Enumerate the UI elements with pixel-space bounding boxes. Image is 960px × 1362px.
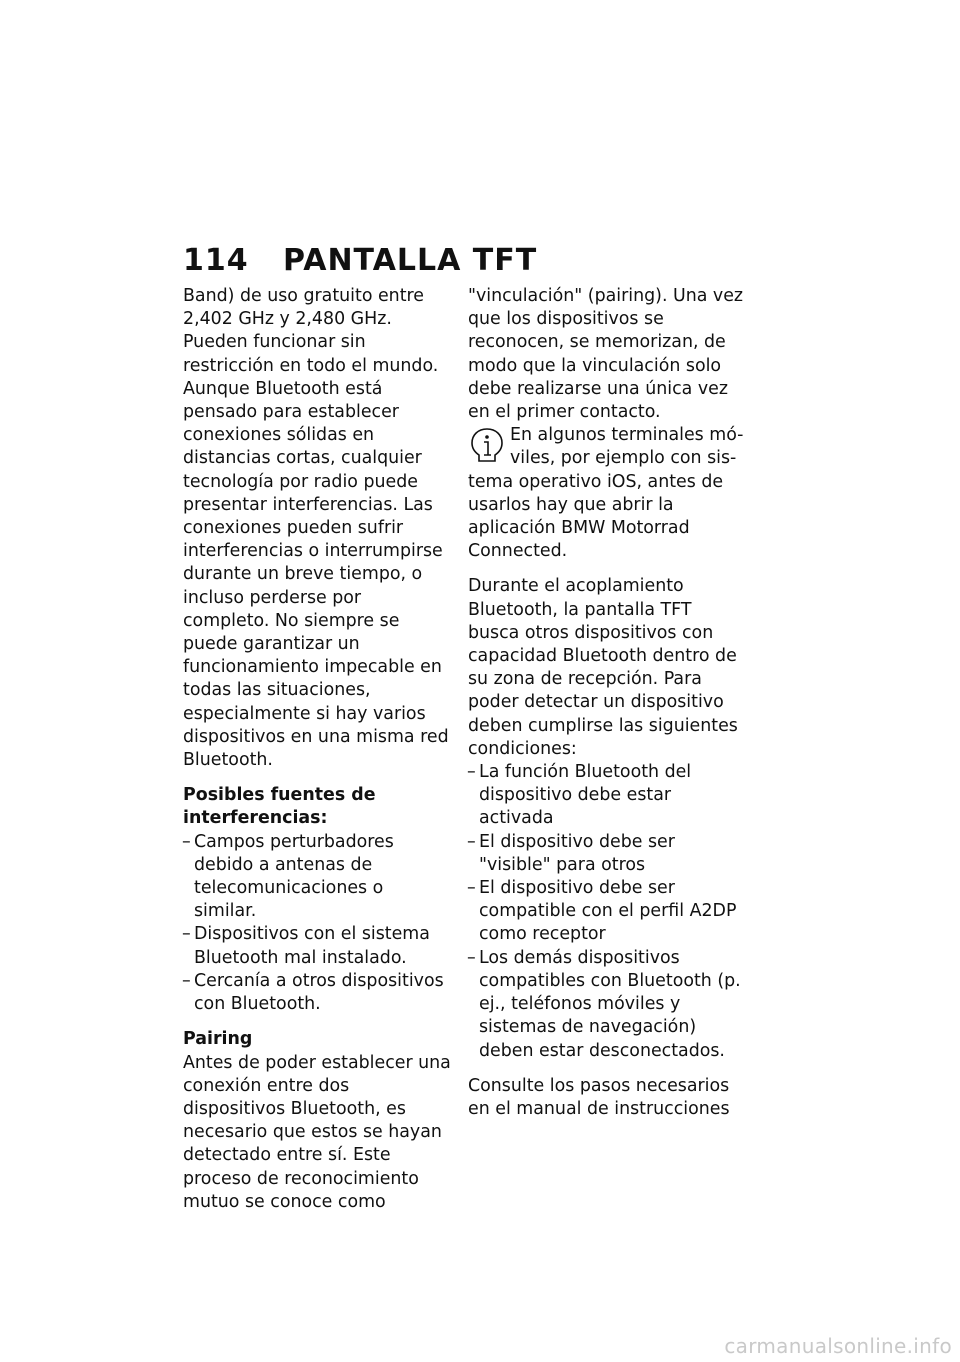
info-note	[468, 424, 744, 563]
section-title: PANTALLA TFT	[283, 243, 538, 278]
paragraph: Band) de uso gratuito entre 2,402 GHz y 2,480 GHz. Pueden funcionar sin restricción en todo el mundo.	[183, 286, 439, 376]
watermark: carmanualsonline.info	[724, 1334, 952, 1358]
paragraph: Consulte los pasos necesarios en el manual de instrucciones	[468, 1075, 730, 1119]
page-header	[183, 243, 537, 278]
pairing-heading: Pairing	[183, 1029, 253, 1050]
note-line: En algunos terminales mó-	[510, 425, 744, 446]
conditions-list	[468, 761, 744, 1063]
interference-list	[183, 831, 451, 1017]
note-line: viles, por ejemplo con sis-	[510, 448, 737, 469]
right-column	[468, 285, 744, 1121]
page-number: 114	[183, 243, 249, 278]
info-icon	[468, 426, 506, 464]
list-item: – Los demás dispositivos compatibles con Bluetooth (p. ej., teléfonos móviles y sistemas de navegación) deben estar desconectados.	[467, 947, 741, 1061]
list-item: – El dispositivo debe ser "visible" para otros	[467, 831, 675, 875]
list-item: – Dispositivos con el sistema Bluetooth mal instalado.	[182, 924, 430, 968]
paragraph: Durante el acoplamiento Bluetooth, la pantalla TFT busca otros dispositivos con capacidad Bluetooth dentro de su zona de recepción. Para poder detectar un dispositivo deben cumplirse las siguientes condiciones:	[468, 576, 738, 759]
note-text: tema operativo iOS, antes de usarlos hay que abrir la aplicación BMW Motorrad Connected.	[468, 471, 724, 562]
list-item: – Cercanía a otros dispositivos con Bluetooth.	[182, 970, 444, 1015]
list-item: – Campos perturbadores debido a antenas de telecomunicaciones o similar.	[182, 831, 394, 922]
left-column	[183, 285, 451, 1214]
list-item: – La función Bluetooth del dispositivo debe estar activada	[467, 762, 692, 829]
interference-heading: Posibles fuentes de interferencias:	[183, 785, 376, 829]
list-item: – El dispositivo debe ser compatible con el perfil A2DP como receptor	[467, 878, 737, 945]
paragraph: Antes de poder establecer una conexión entre dos dispositivos Bluetooth, es necesario que estos se hayan detectado entre sí. Este proceso de reconocimiento mutuo se conoce como	[183, 1052, 451, 1212]
paragraph: "vinculación" (pairing). Una vez que los dispositivos se reconocen, se memorizan, de modo que la vinculación solo debe realizarse una única vez en el primer contacto.	[468, 286, 744, 423]
paragraph: Aunque Bluetooth está pensado para establecer conexiones sólidas en distancias cortas, cualquier tecnología por radio puede presentar interferencias. Las conexiones pueden sufrir interferencias o interrumpirse durante un breve tiempo, o incluso perderse por completo. No siempre se puede garantizar un funcionamiento impecable en todas las situaciones, especialmente si hay varios dispositivos en una misma red Bluetooth.	[183, 378, 449, 771]
